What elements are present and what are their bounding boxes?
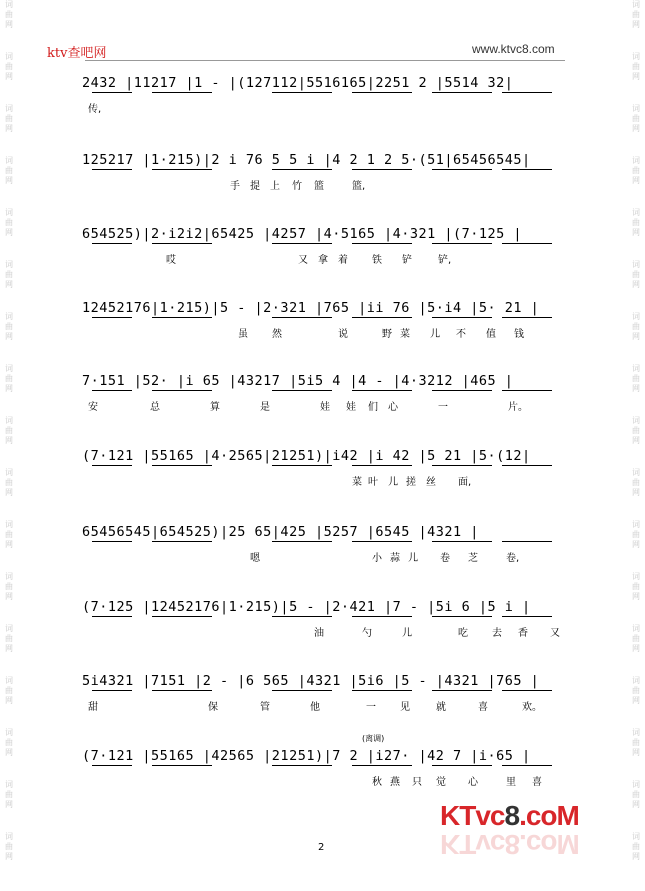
lyric-word: 娃	[346, 402, 356, 413]
lyric-line	[82, 700, 572, 716]
lyric-word: 安	[88, 402, 98, 413]
lyric-word: 说	[338, 329, 348, 340]
lyric-word: 上	[270, 181, 280, 192]
page-header	[0, 40, 645, 60]
watermark-char: 曲	[632, 738, 640, 747]
watermark-char: 网	[5, 488, 13, 497]
watermark-char: 网	[632, 540, 640, 549]
lyric-word: 虽	[238, 329, 248, 340]
watermark-char: 词	[632, 52, 640, 61]
score-line	[82, 668, 572, 728]
lyric-word: 菜	[352, 477, 362, 488]
watermark-char: 曲	[5, 582, 13, 591]
mode-tag: (离调)	[362, 734, 385, 743]
watermark-char: 词	[5, 104, 13, 113]
watermark-char: 曲	[5, 62, 13, 71]
watermark-char: 词	[5, 624, 13, 633]
watermark-char: 词	[632, 104, 640, 113]
lyric-word: 着	[338, 255, 348, 266]
watermark-char: 网	[5, 332, 13, 341]
notation-line: 125217 |1·215)|2 i 76 5 5 i |4 2 1 2 5·(51|65456545|	[82, 152, 531, 168]
watermark-char: 词	[5, 0, 13, 9]
watermark-char: 网	[632, 228, 640, 237]
watermark-char: 曲	[5, 842, 13, 851]
watermark-char: 曲	[632, 478, 640, 487]
lyric-word: 儿	[430, 329, 440, 340]
beam-marks	[82, 465, 572, 471]
site-url[interactable]: www.ktvc8.com	[472, 42, 555, 56]
lyric-word: 儿	[402, 628, 412, 639]
notation-line: 5i4321 |7151 |2 - |6 565 |4321 |5i6 |5 - |4321 |765 |	[82, 673, 540, 689]
brand-text: ktv查吧网	[47, 46, 107, 61]
watermark-char: 曲	[5, 686, 13, 695]
watermark-char: 网	[632, 332, 640, 341]
lyric-word: 丝	[426, 477, 436, 488]
lyric-word: 算	[210, 402, 220, 413]
lyric-word: 搓	[406, 477, 416, 488]
lyric-word: 见	[400, 702, 410, 713]
score-line	[82, 70, 572, 130]
score-line	[82, 221, 572, 281]
lyric-line	[82, 626, 572, 642]
logo-reflection: KTvc8.coM	[440, 829, 579, 860]
lyric-word: 面,	[458, 477, 472, 488]
watermark-char: 曲	[632, 114, 640, 123]
lyric-word: 卷,	[506, 553, 520, 564]
beam-marks	[82, 317, 572, 323]
beam-marks	[82, 92, 572, 98]
watermark-char: 词	[632, 572, 640, 581]
beam-marks	[82, 169, 572, 175]
lyric-word: 觉	[436, 777, 446, 788]
watermark-char: 曲	[5, 426, 13, 435]
watermark-char: 网	[5, 852, 13, 861]
lyric-word: 心	[468, 777, 478, 788]
beam-marks	[82, 243, 572, 249]
lyric-line	[82, 775, 572, 791]
watermark-char: 网	[632, 644, 640, 653]
watermark-char: 曲	[632, 270, 640, 279]
lyric-word: 铁	[372, 255, 382, 266]
watermark-char: 曲	[632, 62, 640, 71]
watermark-char: 曲	[5, 634, 13, 643]
lyric-word: 铲	[402, 255, 412, 266]
lyric-word: 去	[492, 628, 502, 639]
watermark-char: 词	[5, 312, 13, 321]
lyric-word: 钱	[514, 329, 524, 340]
watermark-char: 网	[632, 592, 640, 601]
watermark-char: 词	[5, 364, 13, 373]
lyric-word: 嗯	[250, 553, 260, 564]
watermark-char: 词	[632, 520, 640, 529]
watermark-char: 曲	[5, 270, 13, 279]
watermark-char: 网	[632, 384, 640, 393]
watermark-char: 曲	[632, 842, 640, 851]
watermark-char: 词	[632, 312, 640, 321]
watermark-char: 词	[632, 624, 640, 633]
watermark-char: 网	[632, 800, 640, 809]
watermark-char: 词	[5, 780, 13, 789]
lyric-word: 是	[260, 402, 270, 413]
watermark-char: 网	[632, 124, 640, 133]
watermark-char: 曲	[5, 374, 13, 383]
watermark-char: 词	[5, 156, 13, 165]
header-slur	[85, 60, 565, 61]
watermark-char: 曲	[5, 478, 13, 487]
watermark-char: 网	[5, 384, 13, 393]
watermark-char: 词	[5, 572, 13, 581]
beam-marks	[82, 390, 572, 396]
lyric-word: 总	[150, 402, 160, 413]
watermark-char: 网	[5, 280, 13, 289]
watermark-char: 曲	[632, 634, 640, 643]
watermark-char: 词	[632, 832, 640, 841]
watermark-char: 曲	[5, 218, 13, 227]
lyric-word: 香	[518, 628, 528, 639]
lyric-word: 哎	[166, 255, 176, 266]
watermark-char: 网	[632, 488, 640, 497]
lyric-line	[82, 551, 572, 567]
score-line	[82, 295, 572, 355]
watermark-char: 网	[632, 852, 640, 861]
watermark-char: 词	[632, 364, 640, 373]
notation-line: (7·125 |12452176|1·215)|5 - |2·421 |7 - |5i 6 |5 i |	[82, 599, 531, 615]
lyric-word: 里	[506, 777, 516, 788]
watermark-char: 曲	[5, 114, 13, 123]
lyric-word: 然	[272, 329, 282, 340]
watermark-char: 词	[5, 676, 13, 685]
lyric-word: 竹	[292, 181, 302, 192]
lyric-line	[82, 475, 572, 491]
watermark-char: 曲	[632, 426, 640, 435]
lyric-word: 一	[438, 402, 448, 413]
watermark-char: 词	[632, 676, 640, 685]
watermark-char: 词	[632, 728, 640, 737]
lyric-word: 儿	[408, 553, 418, 564]
watermark-char: 网	[632, 436, 640, 445]
lyric-word: 不	[456, 329, 466, 340]
watermark-char: 网	[632, 20, 640, 29]
watermark-char: 网	[5, 124, 13, 133]
watermark-char: 网	[5, 696, 13, 705]
lyric-line	[82, 102, 572, 118]
lyric-word: 叶	[368, 477, 378, 488]
lyric-word: 燕	[390, 777, 400, 788]
lyric-word: 提	[250, 181, 260, 192]
ktvc8-logo	[440, 800, 600, 860]
lyric-word: 们	[368, 402, 378, 413]
lyric-line	[82, 179, 572, 195]
lyric-word: 保	[208, 702, 218, 713]
lyric-word: 卷	[440, 553, 450, 564]
watermark-char: 词	[5, 468, 13, 477]
lyric-word: 篮	[314, 181, 324, 192]
beam-marks	[82, 765, 572, 771]
lyric-word: 小	[372, 553, 382, 564]
watermark-char: 网	[5, 800, 13, 809]
watermark-char: 词	[5, 832, 13, 841]
lyric-word: 菜	[400, 329, 410, 340]
beam-marks	[82, 690, 572, 696]
watermark-char: 词	[632, 468, 640, 477]
beam-marks	[82, 541, 572, 547]
watermark-char: 网	[5, 592, 13, 601]
watermark-char: 网	[5, 72, 13, 81]
lyric-word: 一	[366, 702, 376, 713]
score-line	[82, 443, 572, 503]
notation-line: 654525)|2·i2i2|65425 |4257 |4·5165 |4·321 |(7·125 |	[82, 226, 523, 242]
watermark-char: 词	[5, 728, 13, 737]
logo-text: KTvc8.coM	[440, 800, 579, 831]
notation-line: (7·121 |55165 |4·2565|21251)|i42 |i 42 |5 21 |5·(12|	[82, 448, 531, 464]
lyric-word: 传,	[88, 104, 102, 115]
watermark-char: 网	[5, 20, 13, 29]
watermark-char: 曲	[632, 374, 640, 383]
watermark-char: 词	[632, 0, 640, 9]
watermark-char: 词	[5, 520, 13, 529]
lyric-word: 管	[260, 702, 270, 713]
watermark-char: 网	[5, 540, 13, 549]
lyric-word: 吃	[458, 628, 468, 639]
watermark-char: 网	[632, 176, 640, 185]
watermark-char: 曲	[632, 530, 640, 539]
watermark-char: 曲	[5, 790, 13, 799]
lyric-word: 手	[230, 181, 240, 192]
watermark-char: 曲	[5, 166, 13, 175]
watermark-right	[629, 0, 643, 891]
notation-line: 65456545|654525)|25 65|425 |5257 |6545 |4321 |	[82, 524, 479, 540]
lyric-word: 又	[298, 255, 308, 266]
watermark-char: 词	[5, 416, 13, 425]
watermark-char: 曲	[5, 10, 13, 19]
lyric-word: 蒜	[390, 553, 400, 564]
watermark-char: 词	[5, 260, 13, 269]
lyric-word: 拿	[318, 255, 328, 266]
lyric-word: 片。	[508, 402, 528, 413]
score-line	[82, 594, 572, 654]
lyric-word: 心	[388, 402, 398, 413]
watermark-char: 曲	[5, 530, 13, 539]
watermark-char: 曲	[632, 582, 640, 591]
lyric-word: 铲,	[438, 255, 452, 266]
watermark-char: 网	[632, 696, 640, 705]
lyric-word: 甜	[88, 702, 98, 713]
watermark-char: 词	[5, 52, 13, 61]
lyric-word: 儿	[388, 477, 398, 488]
watermark-char: 曲	[5, 322, 13, 331]
watermark-char: 词	[632, 780, 640, 789]
watermark-char: 网	[5, 644, 13, 653]
notation-line: (7·121 |55165 |42565 |21251)|7 2 |i27· |42 7 |i·65 |	[82, 748, 531, 764]
lyric-line	[82, 253, 572, 269]
watermark-char: 网	[5, 176, 13, 185]
watermark-char: 网	[632, 72, 640, 81]
score-line	[82, 519, 572, 579]
watermark-char: 词	[632, 156, 640, 165]
lyric-word: 野	[382, 329, 392, 340]
lyric-word: 值	[486, 329, 496, 340]
watermark-char: 网	[5, 748, 13, 757]
watermark-char: 曲	[632, 790, 640, 799]
watermark-char: 曲	[632, 218, 640, 227]
watermark-char: 词	[5, 208, 13, 217]
lyric-word: 欢。	[522, 702, 542, 713]
lyric-word: 只	[412, 777, 422, 788]
lyric-word: 他	[310, 702, 320, 713]
score-line	[82, 147, 572, 207]
watermark-char: 曲	[632, 322, 640, 331]
score-line	[82, 743, 572, 803]
lyric-word: 秋	[372, 777, 382, 788]
beam-marks	[82, 616, 572, 622]
watermark-char: 曲	[632, 686, 640, 695]
lyric-word: 娃	[320, 402, 330, 413]
notation-line: 2432 |11217 |1 - |(127112|5516165|2251 2 |5514 32|	[82, 75, 514, 91]
watermark-char: 曲	[632, 166, 640, 175]
lyric-word: 油	[314, 628, 324, 639]
score-line	[82, 368, 572, 428]
lyric-word: 喜	[478, 702, 488, 713]
lyric-line	[82, 400, 572, 416]
lyric-word: 芝	[468, 553, 478, 564]
watermark-char: 词	[632, 208, 640, 217]
watermark-char: 网	[5, 228, 13, 237]
watermark-char: 网	[632, 748, 640, 757]
watermark-char: 词	[632, 416, 640, 425]
lyric-word: 就	[436, 702, 446, 713]
lyric-word: 勺	[362, 628, 372, 639]
watermark-char: 曲	[5, 738, 13, 747]
page-number: 2	[318, 842, 325, 853]
lyric-line	[82, 327, 572, 343]
lyric-word: 篮,	[352, 181, 366, 192]
lyric-word: 喜	[532, 777, 542, 788]
watermark-char: 网	[632, 280, 640, 289]
notation-line: 7·151 |52· |i 65 |43217 |5i5 4 |4 - |4·3212 |465 |	[82, 373, 514, 389]
watermark-left	[2, 0, 16, 891]
watermark-char: 词	[632, 260, 640, 269]
watermark-char: 网	[5, 436, 13, 445]
watermark-char: 曲	[632, 10, 640, 19]
lyric-word: 又	[550, 628, 560, 639]
notation-line: 12452176|1·215)|5 - |2·321 |765 |ii 76 |5·i4 |5· 21 |	[82, 300, 540, 316]
